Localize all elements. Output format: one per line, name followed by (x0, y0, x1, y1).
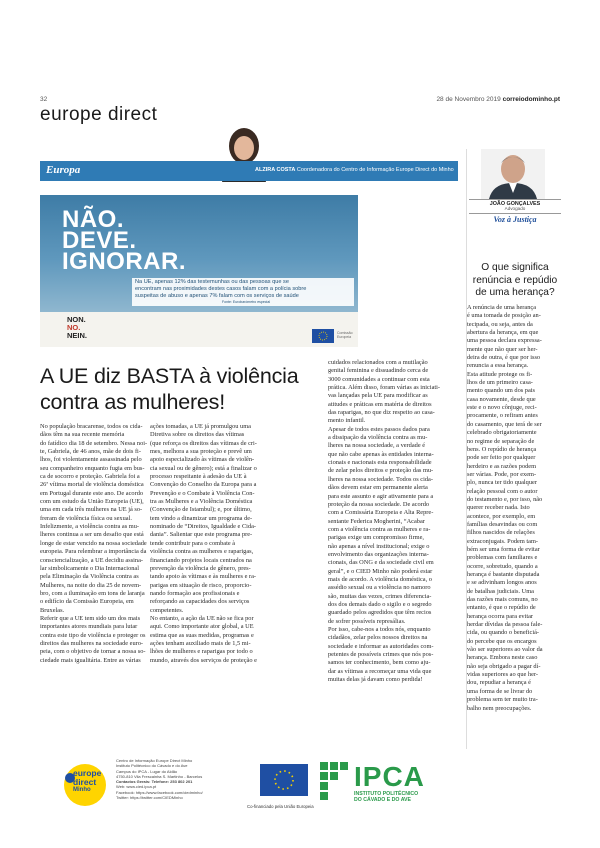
site-name: correiodominho.pt (502, 96, 560, 103)
text-line: problemas com familiares e (467, 554, 538, 562)
text-line: No população bracarense, todos os cida- (40, 423, 143, 430)
text-line: das raparigas, no que diz respeito ao casa- (328, 409, 435, 417)
text-line: proteção da nossa sociedade. De acordo (328, 500, 430, 508)
text-line: querer receber nada. Isto (467, 504, 530, 512)
text-line: cia sexual ou de gênero); está a finalizar o (150, 464, 257, 472)
campaign-headline (62, 206, 186, 275)
ipca-mark-icon (320, 762, 350, 800)
footer-contact-line: Contactos Gerais: Telefone: 253 802 201 (116, 779, 193, 784)
text-line: dou, repudiar a herança é (467, 679, 531, 687)
text-line: acontece, por exemplo, em (467, 512, 536, 520)
footer (40, 756, 560, 814)
text-line: casa novamente, desde que (467, 395, 536, 403)
issue-date-text: 28 de Novembro 2019 (436, 96, 501, 103)
text-line: prevenção da violência de gênero, pres- (150, 564, 251, 572)
text-line: com um estudo da União Europeia (UE), (40, 498, 144, 506)
text-line: do percebe que os encargos (467, 637, 537, 645)
text-line: (Convenção de Istambul); e, por último, (150, 506, 252, 514)
text-line: extraconjugais. Podem tam- (467, 537, 538, 545)
text-line: herança. Embora neste caso (467, 654, 538, 662)
text-line: te, Gabriela, de 46 anos, mãe de dois fi- (40, 448, 141, 456)
article-headline (40, 363, 330, 415)
text-line: tando apoio às vítimas e às mulheres e ra- (150, 573, 257, 581)
eu-flag-icon (260, 764, 308, 796)
text-line: geral”, e o CIED Minho não poderá estar (328, 567, 433, 575)
commission-label-line: Europeia (337, 335, 352, 339)
ipca-subtitle (354, 791, 418, 803)
text-line: cionais, das ONG e da sociedade civil em (328, 559, 434, 567)
text-line: com a Comissária Europeia e Alta Repre- (328, 509, 434, 517)
text-line: cida, ou quando o beneficiá- (467, 629, 540, 637)
text-line: uma forma de se livrar do (467, 687, 533, 695)
text-line: Apesar de todos estes passos dados para (328, 425, 430, 433)
text-line: bro, com a iluminação em tons de laranja (40, 589, 145, 597)
aside-question-line: O que significa (481, 262, 549, 273)
campaign-logo-line: NON. (67, 315, 86, 324)
text-line: lhos de um primeiro casa- (467, 379, 533, 387)
text-line: samos ter conhecimento, bem como aju- (328, 659, 431, 667)
text-line: vas lançadas pela UE para modificar as (328, 392, 428, 400)
text-line: de sofrer possíveis represálias. (328, 617, 406, 625)
text-line: 3000 comunidades a continuar com esta (328, 375, 430, 383)
footer-contact-line: Twitter: https://twitter.com/CIEDMinho (116, 794, 183, 800)
aside-author-role: Advogado (504, 206, 526, 211)
text-line: genital feminina e dissuadindo cerca de (328, 367, 429, 375)
text-line: entanto, é que o repúdio de (467, 604, 536, 612)
text-line: violência contra as mulheres e raparigas, (150, 548, 254, 556)
text-line: No entanto, a ação da UE não se fica por (150, 614, 254, 622)
text-line: Infelizmente, a violência contra as mu- (40, 523, 139, 531)
campaign-logo-line: NEIN. (67, 331, 88, 340)
commission-label-line: Comissão (337, 331, 353, 335)
text-line: este e o novo cônjuge, reci- (467, 404, 537, 412)
footer-contacts (116, 758, 203, 800)
text-line: Bruxelas. (40, 606, 65, 614)
text-line: filhos nascidos de relações (467, 529, 535, 537)
text-line: herdeiro e as razões podem (467, 462, 537, 470)
text-line: renuncia a essa herança. (467, 362, 529, 370)
text-line: de zelar pelos direitos e proteção das mu- (328, 467, 434, 475)
text-line: reforçando as capacidades dos serviços (150, 598, 250, 606)
text-line: não apenas a nível institucional; exige o (328, 542, 430, 550)
text-line: atitudes e práticas em matéria de direitos (328, 400, 432, 408)
text-line: dar as vítimas a recomeçar uma vida que (328, 667, 432, 675)
text-line: prática. Além disso, foram várias as iniciati- (328, 384, 441, 392)
article-column-3 (328, 359, 458, 684)
text-line: ca de socorro e proteção. Gabriela foi a (40, 473, 140, 481)
aside-column-name: Voz à Justiça (469, 213, 561, 224)
text-line: são, muitas das vezes, crimes diferencia- (328, 592, 432, 600)
text-line: competentes. (150, 606, 184, 614)
band-author (255, 167, 454, 173)
text-line: cidadãos, zelar pelos nossos direitos na (328, 634, 428, 642)
aside-question-line: de uma herança? (475, 287, 555, 298)
text-line: com a violência contra as mulheres e ra- (328, 525, 431, 533)
text-line: bém ser uma forma de evitar (467, 545, 540, 553)
footer-contact-line: Campus do IPCA - Lugar do Aldão (116, 768, 178, 774)
text-line: sentante Federica Mogherini, “Acabar (328, 517, 425, 525)
europe-direct-logo-text (73, 769, 101, 795)
text-line: 26ª vítima mortal de violência doméstica (40, 481, 144, 489)
text-line: lhões de mulheres e raparigas por todo o (150, 648, 253, 656)
band-label: Europa (46, 164, 81, 176)
footer-contact-line: Instituto Politécnico do Cávado e do Ave (116, 763, 188, 769)
text-line: dos dos demais dado o sigilo e o segredo (328, 600, 432, 608)
text-line: cionais e nacionais esta responsabilidade (328, 459, 432, 467)
text-line: lheres continua a ser um desafio que está (40, 531, 144, 539)
text-line: Mulheres, na noite do dia 25 de novem- (40, 581, 142, 589)
article-column-1 (40, 423, 148, 665)
text-line: mente que não quer ser her- (467, 345, 538, 353)
footer-contact-line: Facebook: https://www.facebook.com/ciedminho/ (116, 789, 203, 795)
text-line: Diretiva sobre os direitos das vítimas (150, 431, 245, 439)
text-line: ações tomadas, a UE já promulgou uma (150, 423, 251, 430)
commission-label (337, 331, 353, 339)
text-line: do fatídico dia 18 de setembro. Nessa noi- (40, 439, 148, 447)
text-line: aqui. Como importante ator global, a UE (150, 623, 254, 631)
text-line: de batalhas judiciais. Uma (467, 587, 534, 595)
text-line: plo, nunca ter tido qualquer (467, 479, 537, 487)
text-line: que não cabe apenas às entidades interna- (328, 450, 434, 458)
text-line: nando formação aos profissionais e (150, 589, 240, 597)
campaign-headline-line: DEVE. (62, 227, 137, 254)
campaign-headline-line: IGNORAR. (62, 248, 186, 275)
text-line: petentes de possíveis crimes que nós pos- (328, 651, 434, 659)
text-line: importantes atores mundiais para lutar (40, 623, 138, 631)
text-line: Prevenção e o Combate à Violência Con- (150, 489, 255, 497)
eu-caption: Co-financiado pela União Europeia (247, 804, 314, 809)
text-line: A renúncia de uma herança (467, 304, 537, 311)
article-headline-line: contra as mulheres! (40, 390, 226, 414)
ipca-logo (320, 762, 460, 802)
campaign-logo-line: NO. (67, 323, 81, 332)
text-line: Por isso, cabe-nos a todos nós, enquanto (328, 626, 431, 633)
text-line: vão ser superiores ao valor da (467, 646, 543, 654)
text-line: direitos das mulheres na sociedade euro- (40, 639, 144, 647)
campaign-logo (67, 316, 87, 340)
text-line: (que reforça os direitos das vítimas de cri- (150, 439, 257, 447)
text-line: deira de outra, é que por isso (467, 354, 541, 362)
text-line: sociedade e informar as autoridades com- (328, 642, 434, 650)
opinion-aside (466, 149, 560, 749)
text-line: do casamento, que terá de ser (467, 420, 542, 428)
aside-author-photo (481, 149, 545, 199)
text-line: do testamento e, por isso, não (467, 495, 543, 503)
text-line: parigas em situação de risco, proporcio- (150, 581, 252, 589)
text-line: guardado pelos agredidos que têm recios (328, 609, 432, 617)
text-line: ser várias. Pode, por exem- (467, 470, 537, 478)
text-line: seu companheiro enquanto fugia em bus- (40, 464, 145, 472)
issue-date (436, 96, 560, 103)
page-number: 32 (40, 96, 48, 103)
eu-flag-icon (312, 329, 334, 343)
text-line: ocorre, sobretudo, quando a (467, 562, 538, 570)
article-headline-line: A UE diz BASTA à violência (40, 364, 299, 388)
campaign-subtext-line: Na UE, apenas 12% das testemunhas ou das pessoas que se (135, 279, 289, 285)
text-line: bens. O repúdio de herança (467, 445, 537, 453)
text-line: herança é bastante disputada (467, 571, 540, 578)
ipca-subtitle-line: INSTITUTO POLITÉCNICO (354, 791, 419, 797)
text-line: dãos têm na sua recente memória (40, 431, 125, 439)
text-line: europeia. Para relembrar a importância da (40, 548, 147, 556)
text-line: nominado de “Direitos, Igualdade e Cida- (150, 523, 257, 531)
text-line: uma em cada três mulheres na UE já so- (40, 506, 143, 514)
ipca-subtitle-line: DO CÁVADO E DO AVE (354, 797, 411, 803)
campaign-subtext (135, 279, 351, 300)
text-line: problema sem ter muito tra- (467, 696, 538, 704)
text-line: herdar dívidas da pessoa fale- (467, 621, 543, 629)
text-line: tende contribuir para o combate à (150, 539, 236, 547)
text-line: mento quando um dos pais (467, 387, 536, 395)
band-author-role: Coordenadora do Centro de Informação Europe Direct do Minho (296, 167, 454, 173)
text-line: estima que as suas medidas, programas e (150, 631, 254, 639)
section-title: europe direct (40, 104, 158, 125)
text-line: Referir que a UE tem sido um dos mais (40, 614, 141, 622)
text-line: a dissipação da violência contra as mu- (328, 434, 428, 442)
text-line: mais de acordo. A violência doméstica, o (328, 575, 432, 583)
text-line: lheres na nossa sociedade, a verdade é (328, 442, 426, 450)
aside-text (467, 304, 561, 713)
aside-question-line: renúncia e repúdio (472, 274, 558, 286)
text-line: parigas exige um compromisso firme, (328, 534, 425, 542)
footer-contact-line: Centro de Informação Europe Direct Minho (116, 758, 193, 763)
text-line: tem vindo a dinamizar um programa de- (150, 514, 253, 522)
europe-direct-logo-sub: Minho (73, 787, 91, 793)
band-author-name: ALZIRA COSTA (255, 167, 296, 173)
text-line: celebrado obrigatoriamente (467, 429, 537, 437)
text-line: relação pessoal com o autor (467, 487, 538, 495)
text-line: vidas superiores ao que her- (467, 671, 539, 679)
text-line: freram de violência física ou sexual. (40, 514, 132, 522)
text-line: balho nem preocupações. (467, 704, 532, 712)
text-line: uma pessoa declara expressa- (467, 337, 542, 345)
text-line: cuidados relacionados com a mutilação (328, 359, 428, 366)
text-line: pode ser feito por qualquer (467, 454, 536, 462)
aside-author-name: JOÃO GONÇALVES (469, 199, 561, 207)
text-line: lhos, foi violentamente assassinada pelo (40, 456, 142, 464)
text-line: lar simbolicamente o Dia Internacional (40, 564, 139, 572)
campaign-headline-line: NÃO. (62, 206, 124, 233)
text-line: mes, melhora a sua proteção e prevê um (150, 448, 252, 456)
text-line: Esta atitude protege os fi- (467, 370, 533, 378)
text-line: tecipada, ou seja, antes da (467, 320, 533, 328)
ipca-name: IPCA (354, 761, 425, 792)
text-line: em Portugal durante este ano. De acordo (40, 489, 144, 497)
text-line: abertura da herança, em que (467, 329, 539, 337)
text-line: contra este tipo de violência e proteger os (40, 631, 146, 639)
text-line: o edifício da Comissão Europeia, em (40, 598, 134, 606)
text-line: é uma tomada de posição an- (467, 312, 541, 320)
text-line: envolvimento das organizações interna- (328, 550, 429, 558)
text-line: Convenção do Conselho da Europa para a (150, 481, 257, 489)
europe-direct-logo-line: europe (73, 768, 102, 778)
section-band (40, 161, 458, 181)
text-line: no regime de separação de (467, 437, 535, 445)
text-line: processo respeitante à adesão da UE à (150, 473, 247, 481)
text-line: lheres na nossa sociedade. Todos os cida- (328, 475, 433, 483)
text-line: ações tenham auxiliado mais de 1,5 mi- (150, 639, 251, 647)
text-line: dãos devem estar em permanente alerta (328, 484, 428, 492)
text-line: assédio sexual ou a violência no namoro (328, 584, 431, 592)
text-line: dania”. Salientar que este programa pre- (150, 531, 253, 539)
europe-direct-logo-line: direct (73, 776, 97, 787)
text-line: das razões mais comuns, no (467, 596, 538, 604)
text-line: famílias desavindas ou com (467, 520, 538, 528)
text-line: para este assunto e agir ativamente para a (328, 492, 434, 500)
text-line: tra as Mulheres e a Violência Doméstica (150, 498, 253, 506)
aside-question (469, 262, 561, 300)
text-line: e se adivinham longos anos (467, 579, 537, 587)
article-column-2 (150, 423, 257, 665)
text-line: longe de estar vencido na nossa sociedade (40, 539, 147, 547)
campaign-image (40, 195, 358, 347)
footer-contact-line: 4750-810 Vila Frescainha S. Martinho - Barcelos (116, 773, 203, 779)
campaign-subtext-line: encontram nas proximidades destes casos falam com a polícia sobre (135, 286, 307, 292)
text-line: mundo, através dos serviços de proteção e (150, 656, 257, 664)
text-line: ciedade mais igualitária. Entre as várias (40, 656, 141, 664)
text-line: mento infantil. (328, 417, 366, 425)
text-line: peia, com o objetivo de tornar a nossa so- (40, 648, 146, 656)
campaign-source: Fonte: Eurobarómetro especial (222, 300, 271, 304)
text-line: procamente, o refiram antes (467, 412, 538, 420)
text-line: apoio especializado às vítimas de violên- (150, 456, 255, 464)
footer-contact-line: Web: www.cied.ipca.pt (116, 784, 157, 790)
campaign-subtext-line: suspeitas de abuso e apenas 7% falam com os serviços de saúde (135, 293, 299, 299)
text-line: pela Eliminação da Violência contra as (40, 573, 139, 581)
text-line: financiando projetos locais centrados na (150, 556, 252, 564)
text-line: não seja obrigado a pagar dí- (467, 662, 541, 670)
text-line: muitas delas já davam como perdida! (328, 676, 423, 684)
text-line: herança ocorra para evitar (467, 612, 534, 620)
text-line: consciencialização, a UE decidiu assina- (40, 556, 144, 564)
